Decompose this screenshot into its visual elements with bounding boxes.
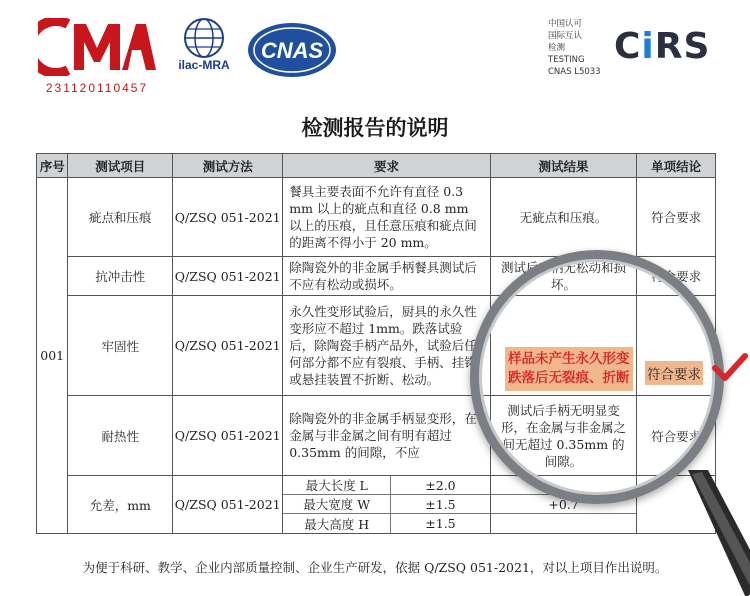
method-cell: Q/ZSQ 051-2021	[173, 257, 283, 296]
zoomed-result-line: 跌落后无裂痕、折断	[508, 370, 630, 386]
serial-cell: 001	[37, 178, 68, 534]
checkmark-icon	[712, 352, 748, 382]
cirs-letter: RS	[654, 26, 711, 67]
table-row	[37, 257, 716, 296]
tolerance-result	[491, 476, 637, 495]
column-header: 测试结果	[490, 154, 637, 178]
table-row	[37, 178, 716, 257]
tolerance-value: ±1.5	[425, 516, 456, 531]
tolerance-key: 最大高度 H	[283, 514, 391, 533]
item-cell: 牢固性	[68, 296, 173, 396]
report-table	[36, 153, 716, 534]
zoomed-conclusion: 符合要求	[645, 361, 703, 385]
column-header: 测试方法	[173, 154, 283, 178]
cirs-caption-line: 国际互认	[548, 31, 583, 41]
cirs-letter: i	[641, 26, 655, 67]
cirs-caption-line: 中国认可	[548, 19, 583, 29]
table-row	[37, 476, 716, 534]
cma-number: 231120110457	[45, 81, 149, 95]
tolerance-row	[283, 514, 489, 533]
cnas-logo	[246, 20, 338, 80]
tolerance-row	[283, 495, 489, 514]
zoomed-result-line: 样品未产生永久形变	[508, 351, 630, 367]
logo-bar	[0, 0, 750, 105]
method-cell: Q/ZSQ 051-2021	[173, 178, 283, 257]
cirs-logo	[548, 18, 738, 88]
tolerance-result	[491, 514, 637, 533]
item-cell: 允差，mm	[68, 476, 173, 534]
ilac-mra-label: ilac-MRA	[178, 58, 230, 72]
cirs-letter: C	[614, 26, 642, 67]
column-header: 要求	[283, 154, 490, 178]
result-cell: 无疵点和压痕。	[490, 178, 637, 257]
tolerance-row	[283, 476, 489, 495]
tolerance-cell	[283, 476, 490, 534]
method-cell: Q/ZSQ 051-2021	[173, 396, 283, 476]
conclusion-cell: 符合要求	[637, 257, 716, 296]
column-header: 序号	[37, 154, 68, 178]
ilac-mra-logo	[160, 16, 248, 78]
cnas-mark-icon	[246, 20, 338, 80]
column-header: 单项结论	[637, 154, 716, 178]
zoomed-result	[505, 347, 633, 391]
table-header-row	[37, 154, 716, 178]
cirs-wordmark	[614, 26, 710, 67]
tolerance-result: +0.7	[491, 495, 637, 514]
tolerance-value: ±2.0	[425, 477, 456, 493]
requirement-cell: 除陶瓷外的非金属手柄餐具测试后不应有松动或损坏。	[283, 257, 490, 296]
result-cell: 测试后手柄无明显变形，在金属与非金属之间无超过 0.35mm 的间隙。	[490, 396, 637, 476]
footer-note: 为便于科研、教学、企业内部质量控制、企业生产研发，依据 Q/ZSQ 051-2021，对以上项目作出说明。	[82, 560, 668, 575]
conclusion-cell: 符合要求	[637, 178, 716, 257]
method-cell: Q/ZSQ 051-2021	[173, 296, 283, 396]
cirs-caption-line: TESTING	[548, 55, 585, 65]
cirs-caption	[548, 18, 614, 78]
result-cell: 测试后手柄无松动和损坏。	[490, 257, 637, 296]
requirement-cell: 除陶瓷外的非金属手柄显变形，在金属与非金属之间有明有超过 0.35mm 的间隙，不应	[283, 396, 490, 476]
cma-logo	[38, 18, 156, 98]
result-cell	[490, 476, 637, 534]
cma-mark-icon	[38, 18, 156, 76]
cnas-label: CNAS	[260, 38, 324, 63]
requirement-cell: 餐具主要表面不允许有直径 0.3 mm 以上的疵点和直径 0.8 mm 以上的压痕，且任意压痕和疵点间的距离不得小于 20 mm。	[283, 178, 490, 257]
method-cell: Q/ZSQ 051-2021	[173, 476, 283, 534]
tolerance-key: 最大宽度 W	[283, 495, 391, 513]
item-cell: 耐热性	[68, 396, 173, 476]
conclusion-cell: 符合要求	[637, 396, 716, 476]
globe-icon	[160, 16, 248, 58]
tolerance-key: 最大长度 L	[283, 476, 391, 494]
item-cell: 抗冲击性	[68, 257, 173, 296]
magnifier-handle-icon	[678, 470, 750, 596]
requirement-cell: 永久性变形试验后，厨具的永久性变形应不超过 1mm。跌落试验后，除陶瓷手柄产品外，试验后任何部分都不应有裂痕、手柄、挂钩或悬挂装置不折断、松动。	[283, 296, 490, 396]
tolerance-value: ±1.5	[425, 496, 456, 512]
cirs-caption-line: 检测	[548, 43, 566, 53]
column-header: 测试项目	[68, 154, 173, 178]
item-cell: 疵点和压痕	[68, 178, 173, 257]
page-title: 检测报告的说明	[301, 116, 449, 140]
table-row	[37, 396, 716, 476]
cirs-caption-line: CNAS L5033	[548, 67, 601, 77]
